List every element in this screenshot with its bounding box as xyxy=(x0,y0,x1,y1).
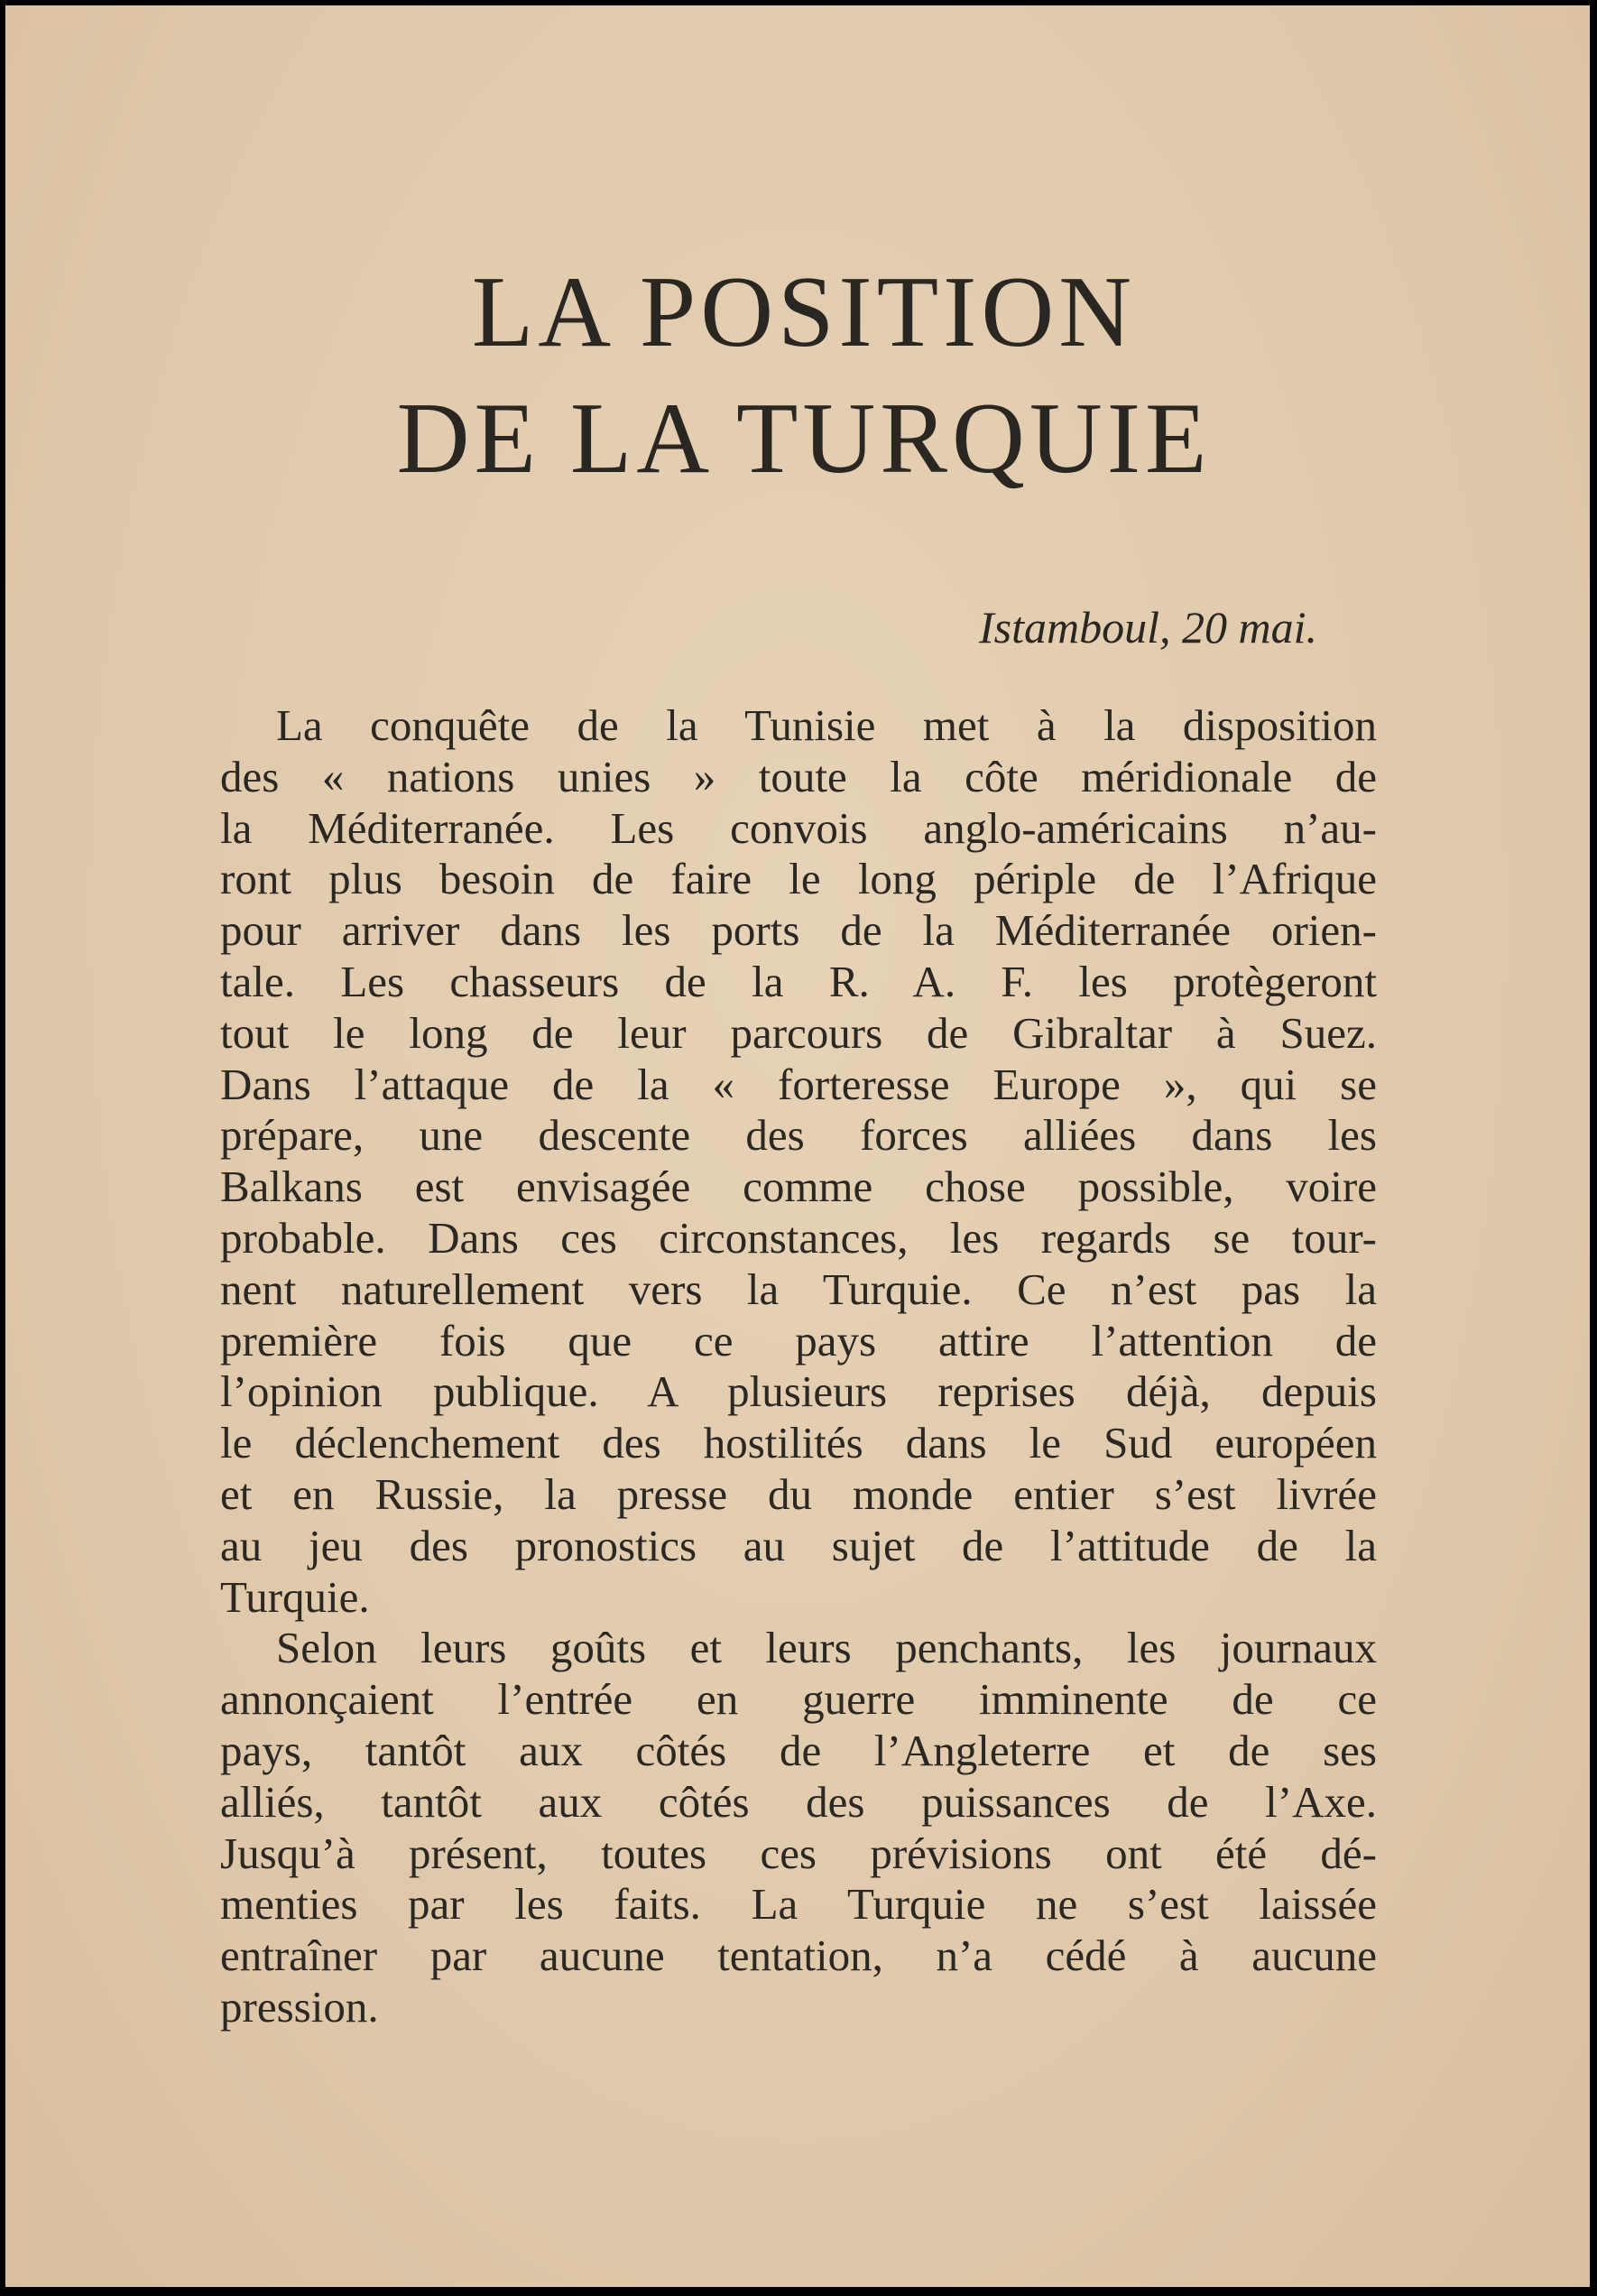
body-text xyxy=(220,700,1377,2033)
text-line: Balkans est envisagée comme chose possible, voire xyxy=(220,1162,1377,1212)
text-line: ront plus besoin de faire le long périple de l’Afrique xyxy=(220,854,1377,904)
text-line: pour arriver dans les ports de la Méditerranée orien- xyxy=(220,905,1377,956)
title-line-2: DE LA TURQUIE xyxy=(396,383,1212,495)
text-line: et en Russie, la presse du monde entier s’est livrée xyxy=(220,1468,1377,1519)
text-line: probable. Dans ces circonstances, les regards se tour- xyxy=(220,1212,1377,1263)
text-line: tale. Les chasseurs de la R. A. F. les protègeront xyxy=(220,956,1377,1006)
paragraph xyxy=(220,700,1377,1623)
text-line: alliés, tantôt aux côtés des puissances de l’Axe. xyxy=(220,1776,1377,1827)
text-line: au jeu des pronostics au sujet de l’attitude de la xyxy=(220,1520,1377,1570)
page-title xyxy=(5,249,1597,502)
title-line-1: LA POSITION xyxy=(471,256,1137,368)
text-line: Selon leurs goûts et leurs penchants, les journaux xyxy=(276,1623,1377,1673)
text-line: La conquête de la Tunisie met à la disposition xyxy=(276,700,1377,750)
text-line: le déclenchement des hostilités dans le Sud européen xyxy=(220,1418,1377,1468)
paragraph xyxy=(220,1623,1377,2032)
text-line: des « nations unies » toute la côte méridionale de xyxy=(220,751,1377,801)
book-page xyxy=(5,5,1590,2287)
text-line: nent naturellement vers la Turquie. Ce n’est pas la xyxy=(220,1264,1377,1314)
text-line: première fois que ce pays attire l’attention de xyxy=(220,1315,1377,1366)
text-line: Jusqu’à présent, toutes ces prévisions ont été dé- xyxy=(220,1828,1377,1878)
text-line: menties par les faits. La Turquie ne s’est laissée xyxy=(220,1879,1377,1930)
text-line: pays, tantôt aux côtés de l’Angleterre et de ses xyxy=(220,1725,1377,1775)
text-line: l’opinion publique. A plusieurs reprises déjà, depuis xyxy=(220,1366,1377,1417)
text-line: pression. xyxy=(220,1981,379,2032)
text-line: annonçaient l’entrée en guerre imminente de ce xyxy=(220,1674,1377,1725)
text-line: prépare, une descente des forces alliées dans les xyxy=(220,1110,1377,1161)
text-line: la Méditerranée. Les convois anglo-américains n’au- xyxy=(220,802,1377,853)
dateline: Istamboul, 20 mai. xyxy=(979,602,1317,653)
text-line: Dans l’attaque de la « forteresse Europe », qui se xyxy=(220,1059,1377,1109)
text-line: tout le long de leur parcours de Gibraltar à Suez. xyxy=(220,1007,1377,1058)
text-line: Turquie. xyxy=(220,1571,370,1622)
text-line: entraîner par aucune tentation, n’a cédé à aucune xyxy=(220,1930,1377,1981)
